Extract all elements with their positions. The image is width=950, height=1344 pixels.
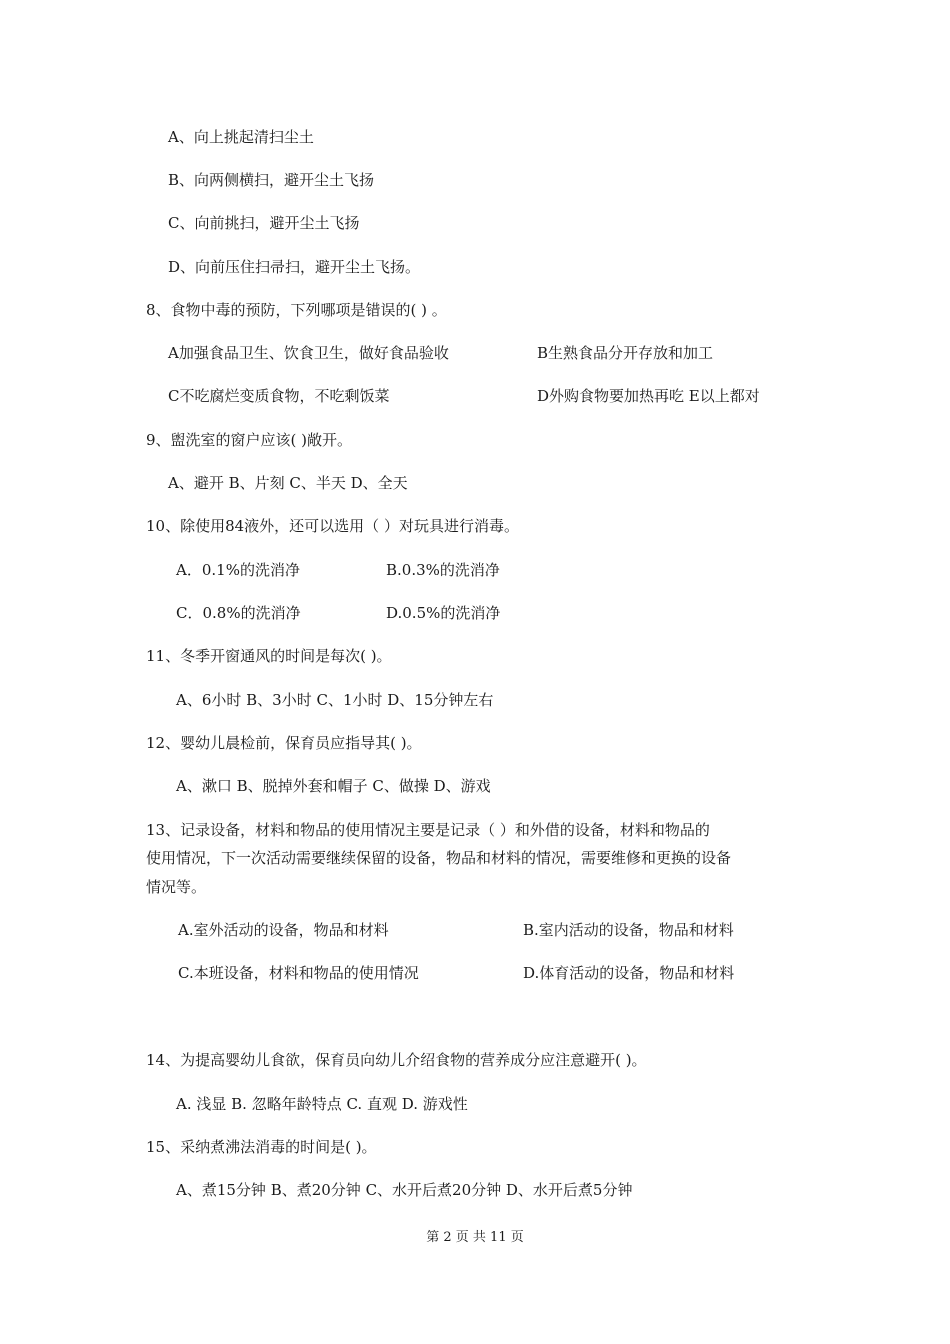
q9-options: A、避开 B、片刻 C、半天 D、全天	[168, 474, 408, 492]
q13-option-a: A.室外活动的设备，物品和材料	[178, 921, 389, 939]
q13-question-line1: 13、记录设备，材料和物品的使用情况主要是记录（ ）和外借的设备，材料和物品的	[146, 821, 710, 839]
q14-options: A. 浅显 B. 忽略年龄特点 C. 直观 D. 游戏性	[176, 1095, 468, 1113]
q8-option-b: B生熟食品分开存放和加工	[537, 344, 714, 362]
q8-option-c: C不吃腐烂变质食物，不吃剩饭菜	[168, 387, 390, 405]
q10-option-d: D.0.5%的洗消净	[386, 604, 501, 622]
q13-option-b: B.室内活动的设备，物品和材料	[523, 921, 734, 939]
q11-options: A、6小时 B、3小时 C、1小时 D、15分钟左右	[176, 691, 494, 709]
q7-option-d: D、向前压住扫帚扫，避开尘土飞扬。	[168, 258, 421, 276]
q12-question: 12、婴幼儿晨检前，保育员应指导其( )。	[146, 734, 422, 752]
q15-options: A、煮15分钟 B、煮20分钟 C、水开后煮20分钟 D、水开后煮5分钟	[176, 1181, 633, 1199]
q7-option-a: A、向上挑起清扫尘土	[168, 128, 314, 146]
q7-option-c: C、向前挑扫，避开尘土飞扬	[168, 214, 360, 232]
q10-question: 10、除使用84液外，还可以选用（ ）对玩具进行消毒。	[146, 517, 519, 535]
q15-question: 15、采纳煮沸法消毒的时间是( )。	[146, 1138, 377, 1156]
q12-options: A、漱口 B、脱掉外套和帽子 C、做操 D、游戏	[176, 777, 491, 795]
q11-question: 11、冬季开窗通风的时间是每次( )。	[146, 647, 392, 665]
q14-question: 14、为提高婴幼儿食欲，保育员向幼儿介绍食物的营养成分应注意避开( )。	[146, 1051, 647, 1069]
q13-option-c: C.本班设备，材料和物品的使用情况	[178, 964, 419, 982]
q13-question-line3: 情况等。	[146, 878, 207, 896]
q13-question-line2: 使用情况，下一次活动需要继续保留的设备，物品和材料的情况，需要维修和更换的设备	[146, 849, 732, 867]
q8-option-a: A加强食品卫生、饮食卫生，做好食品验收	[168, 344, 449, 362]
q9-question: 9、盥洗室的窗户应该( )敞开。	[146, 431, 353, 449]
q10-option-a: A．0.1%的洗消净	[176, 561, 300, 579]
q8-question: 8、食物中毒的预防，下列哪项是错误的( ) 。	[146, 301, 447, 319]
page-number-footer: 第 2 页 共 11 页	[426, 1230, 524, 1245]
q10-option-c: C．0.8%的洗消净	[176, 604, 301, 622]
q8-option-d: D外购食物要加热再吃 E以上都对	[537, 387, 760, 405]
q10-option-b: B.0.3%的洗消净	[386, 561, 500, 579]
q13-option-d: D.体育活动的设备，物品和材料	[523, 964, 735, 982]
q7-option-b: B、向两侧横扫，避开尘土飞扬	[168, 171, 375, 189]
